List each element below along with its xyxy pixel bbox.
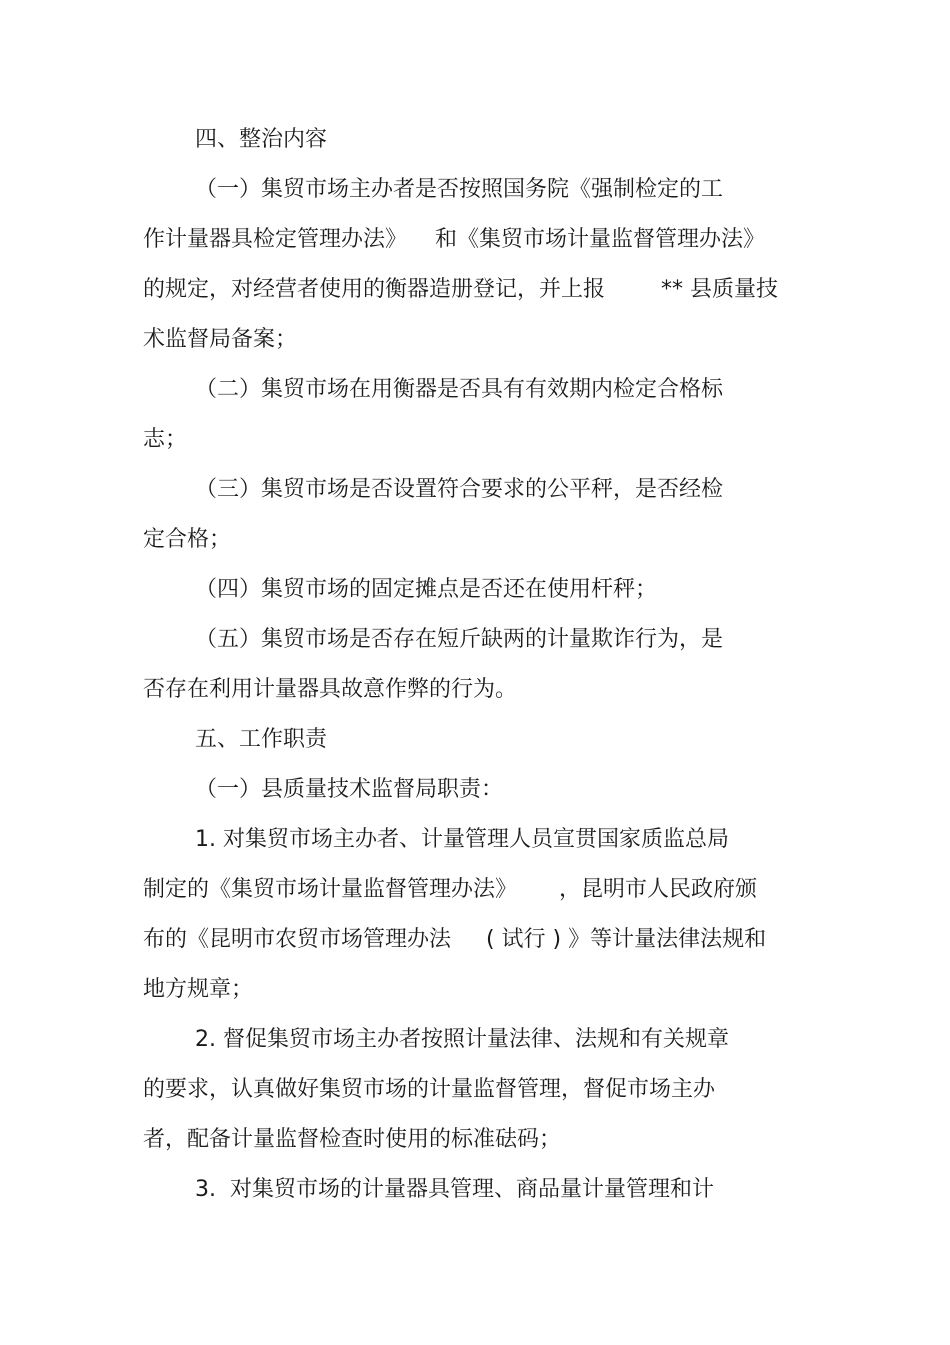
paragraph-line: （二）集贸市场在用衡器是否具有有效期内检定合格标 <box>195 377 724 402</box>
paragraph-line: （四）集贸市场的固定摊点是否还在使用杆秤； <box>195 577 658 602</box>
section-heading-4: 四、整治内容 <box>195 127 328 152</box>
paragraph-line: 术监督局备案； <box>143 327 298 352</box>
paragraph-line: 的规定，对经营者使用的衡器造册登记，并上报 ** 县质量技 <box>143 277 778 302</box>
paragraph-line: 志； <box>143 427 188 452</box>
paragraph-line: 3. 对集贸市场的计量器具管理、商品量计量管理和计 <box>195 1177 714 1202</box>
paragraph-line: 者，配备计量监督检查时使用的标准砝码； <box>143 1127 562 1152</box>
subsection-heading: （一）县质量技术监督局职责： <box>195 777 504 802</box>
section-heading-5: 五、工作职责 <box>195 727 328 752</box>
paragraph-line: 作计量器具检定管理办法》 和《集贸市场计量监督管理办法》 <box>143 227 765 252</box>
paragraph-line: 地方规章； <box>143 977 254 1002</box>
paragraph-line: 定合格； <box>143 527 232 552</box>
paragraph-line: 的要求，认真做好集贸市场的计量监督管理，督促市场主办 <box>143 1077 716 1102</box>
paragraph-line: 否存在利用计量器具故意作弊的行为。 <box>143 677 518 702</box>
paragraph-line: （五）集贸市场是否存在短斤缺两的计量欺诈行为，是 <box>195 627 724 652</box>
paragraph-line: （三）集贸市场是否设置符合要求的公平秤，是否经检 <box>195 477 724 502</box>
paragraph-line: 2. 督促集贸市场主办者按照计量法律、法规和有关规章 <box>195 1027 729 1052</box>
paragraph-line: 1. 对集贸市场主办者、计量管理人员宣贯国家质监总局 <box>195 827 729 852</box>
paragraph-line: （一）集贸市场主办者是否按照国务院《强制检定的工 <box>195 177 724 202</box>
paragraph-line: 制定的《集贸市场计量监督管理办法》 ，昆明市人民政府颁 <box>143 877 757 902</box>
paragraph-line: 布的《昆明市农贸市场管理办法 ( 试行 ) 》等计量法律法规和 <box>143 927 767 952</box>
